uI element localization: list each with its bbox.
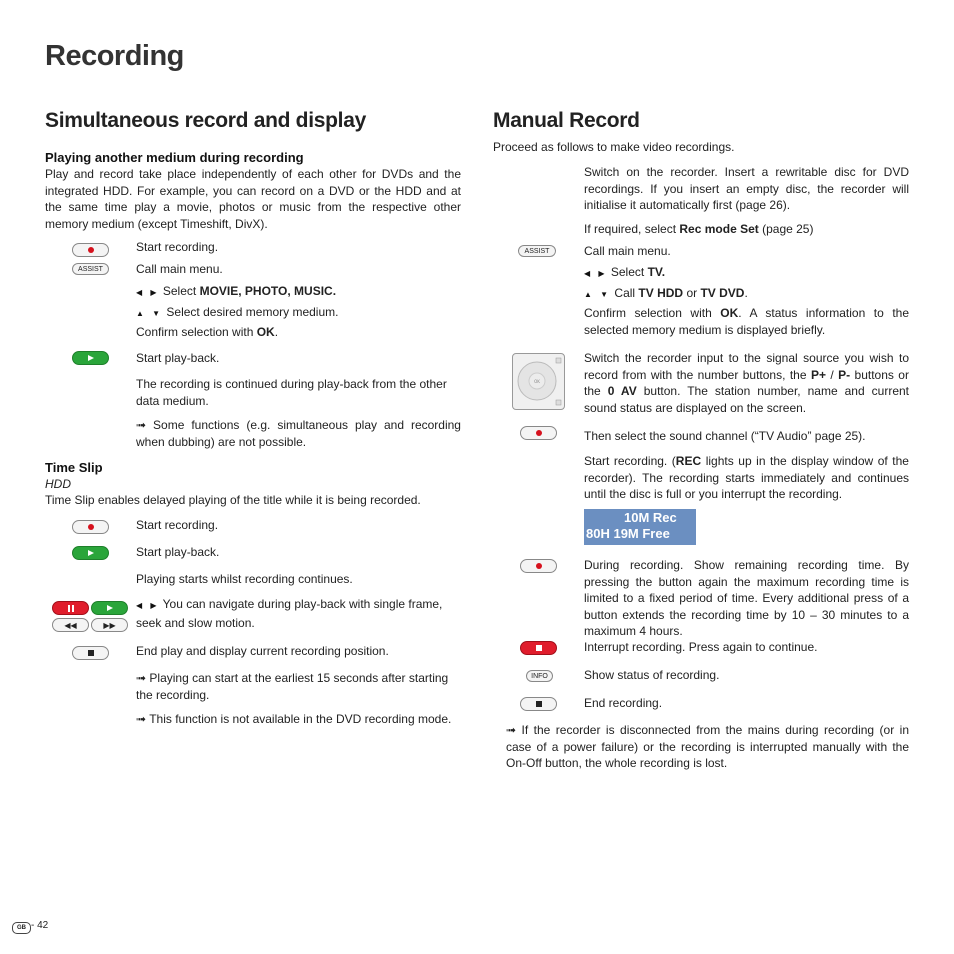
play-button-2[interactable]: [72, 546, 109, 560]
lcd-display: [584, 509, 696, 545]
pause-button[interactable]: [52, 601, 89, 615]
note-some-functions: ➟ Some functions (e.g. simultaneous play and recording when dubbing) are not possible.: [136, 418, 461, 449]
record-button[interactable]: [72, 243, 109, 257]
remote-keypad-icon: [513, 354, 564, 409]
step-start-recording: Start recording.: [136, 240, 219, 254]
ts-start-playback: Start play-back.: [136, 545, 220, 559]
ts-navigate: ◀ ▶ You can navigate during play-back with single frame, seek and slow motion.: [136, 597, 443, 630]
info-button[interactable]: INFO: [526, 670, 553, 682]
ts-whilst: Playing starts whilst recording continues.: [136, 572, 353, 586]
play-icon: [107, 605, 113, 611]
lcd-line-1: 10M Rec: [624, 510, 677, 525]
right-call-main-menu: Call main menu.: [584, 244, 671, 258]
play-icon: [88, 550, 94, 556]
note-arrow-icon: ➟: [136, 418, 147, 432]
subheading-playing-another: Playing another medium during recording: [45, 150, 304, 165]
record-icon: [88, 247, 94, 253]
page-title: Recording: [45, 40, 184, 72]
step-call-main-menu: Call main menu.: [136, 262, 223, 276]
page-number: - 42: [31, 920, 49, 931]
section-heading-simultaneous: Simultaneous record and display: [45, 109, 366, 132]
pause-icon: [68, 605, 74, 612]
fast-forward-icon: ▶▶: [103, 620, 116, 630]
interrupt-text: Interrupt recording. Press again to continue.: [584, 640, 818, 654]
record-button-right[interactable]: [520, 426, 557, 440]
recording-continued-text: The recording is continued during play-back from the other data medium.: [136, 377, 447, 408]
start-recording-text: Start recording. (REC lights up in the display window of the recorder). The recording starts immediately and continues until the disc is full or you interrupt the recording.: [584, 454, 909, 501]
time-slip-medium: HDD: [45, 477, 71, 491]
record-icon: [536, 430, 542, 436]
step-start-playback: Start play-back.: [136, 351, 220, 365]
up-down-arrows-icon: ▲ ▼: [584, 290, 612, 299]
note-arrow-icon: ➟: [136, 712, 147, 726]
country-badge: GB: [12, 922, 31, 934]
ts-note-2: ➟ This function is not available in the DVD recording mode.: [136, 712, 452, 726]
up-down-arrows-icon: ▲ ▼: [136, 309, 164, 318]
manual-record-intro: Proceed as follows to make video recordings.: [493, 140, 735, 154]
intro-paragraph: Play and record take place independently of each other for DVDs and the integrated HDD. For example, you can record on a DVD or the HDD and at the same time play a movie, photos or music from the respective other memory medium (except Timeshift, DivX).: [45, 167, 461, 231]
section-heading-manual-record: Manual Record: [493, 109, 640, 132]
right-select-tv: ◀ ▶ Select TV.: [584, 265, 666, 279]
stop-button[interactable]: [72, 646, 109, 660]
stop-icon: [536, 645, 542, 651]
ts-start-recording: Start recording.: [136, 518, 219, 532]
step-confirm-ok: Confirm selection with OK.: [136, 325, 279, 339]
left-right-arrows-icon: ◀ ▶: [136, 288, 160, 297]
ts-end-play: End play and display current recording position.: [136, 644, 389, 658]
note-arrow-icon: ➟: [136, 671, 147, 685]
during-recording-text: During recording. Show remaining recording time. By pressing the button again the maximum recording time is limited to a fixed period of time. Every additional press of a button extends the recording time by 10 – 30 minutes to a maximum 4 hours.: [584, 558, 909, 638]
play-button-3[interactable]: [91, 601, 128, 615]
show-status-text: Show status of recording.: [584, 668, 720, 682]
end-recording-text: End recording.: [584, 696, 663, 710]
record-icon: [536, 563, 542, 569]
if-required-text: If required, select Rec mode Set (page 25): [584, 222, 814, 236]
step-select-movie: ◀ ▶ Select MOVIE, PHOTO, MUSIC.: [136, 284, 337, 298]
assist-button-right[interactable]: ASSIST: [518, 245, 556, 257]
subheading-time-slip: Time Slip: [45, 460, 103, 475]
time-slip-intro: Time Slip enables delayed playing of the title while it is being recorded.: [45, 493, 421, 507]
assist-button[interactable]: ASSIST: [72, 263, 109, 275]
step-select-memory: ▲ ▼ Select desired memory medium.: [136, 305, 339, 319]
sound-channel-text: Then select the sound channel (“TV Audio” page 25).: [584, 429, 866, 443]
record-button-right-2[interactable]: [520, 559, 557, 573]
stop-button-right[interactable]: [520, 697, 557, 711]
record-button-2[interactable]: [72, 520, 109, 534]
play-icon: [88, 355, 94, 361]
stop-icon: [536, 701, 542, 707]
rewind-button[interactable]: [52, 618, 89, 632]
left-right-arrows-icon: ◀ ▶: [136, 601, 160, 610]
rewind-icon: ◀◀: [64, 620, 77, 630]
ts-note-1: ➟ Playing can start at the earliest 15 seconds after starting the recording.: [136, 671, 449, 702]
right-confirm-ok: Confirm selection with OK. A status information to the selected memory medium is displayed briefly.: [584, 306, 910, 337]
interrupt-button[interactable]: [520, 641, 557, 655]
left-right-arrows-icon: ◀ ▶: [584, 269, 608, 278]
fast-forward-button[interactable]: [91, 618, 128, 632]
record-icon: [88, 524, 94, 530]
right-call-tv-hdd: ▲ ▼ Call TV HDD or TV DVD.: [584, 286, 748, 300]
svg-text:OK: OK: [534, 379, 540, 384]
remote-control-image: [512, 353, 565, 410]
note-arrow-icon: ➟: [506, 723, 517, 737]
play-button[interactable]: [72, 351, 109, 365]
right-note: ➟ If the recorder is disconnected from the mains during recording (or in case of a power failure) or the recording is interrupted manually with the On-Off button, the whole recording is lost.: [506, 723, 909, 770]
switch-on-text: Switch on the recorder. Insert a rewritable disc for DVD recordings. If you insert an empty disc, the recorder will initialise it automatically first (page 26).: [584, 165, 909, 212]
lcd-line-2: 80H 19M Free: [586, 526, 670, 541]
switch-input-text: Switch the recorder input to the signal source you wish to record from with the number buttons, the P+ / P- buttons or the 0 AV button. The station number, name and current sound status are displayed on the screen.: [584, 351, 910, 415]
stop-icon: [88, 650, 94, 656]
